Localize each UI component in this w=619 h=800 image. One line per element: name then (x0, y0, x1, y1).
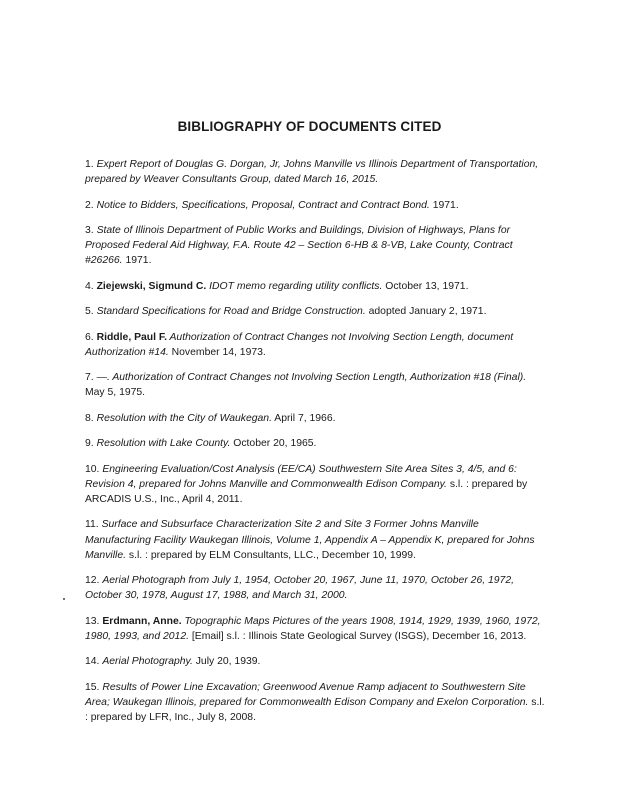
entry-details: s.l. : prepared by LFR, Inc., July 8, 2008. (85, 696, 545, 724)
entry-number: 11. (85, 519, 99, 531)
entry-title: IDOT memo regarding utility conflicts. (206, 280, 383, 292)
bibliography-entry (85, 198, 545, 213)
entry-title: Standard Specifications for Road and Bridge Construction. (96, 306, 366, 318)
bibliography-entry (85, 614, 545, 644)
entry-title: Aerial Photography. (102, 656, 193, 668)
bibliography-entry (85, 223, 545, 269)
bibliography-entry (85, 370, 545, 400)
entry-number: 1. (85, 159, 94, 170)
entry-number: 8. (85, 412, 94, 424)
entry-title: Expert Report of Douglas G. Dorgan, Jr, Johns Manville vs Illinois Department of Transportation, prepared by Weaver Consultants Group, dated March 16, 2015. (85, 159, 539, 186)
entry-title: Notice to Bidders, Specifications, Proposal, Contract and Contract Bond. (96, 199, 430, 211)
margin-mark (63, 598, 65, 600)
entry-details: 1971. (122, 255, 152, 267)
entry-number: 4. (85, 280, 94, 292)
bibliography-entry (85, 573, 545, 603)
entry-number: 13. (85, 615, 100, 627)
entry-details: July 20, 1939. (192, 656, 261, 668)
bibliography-entry (85, 436, 545, 451)
entry-number: 10. (85, 463, 100, 475)
entry-title: Surface and Subsurface Characterization Site 2 and Site 3 Former Johns Manville Manufacturing Facility Waukegan Illinois, Volume 1, Appendix A – Appendix K, prepared for Johns Manville. (85, 519, 535, 561)
entry-details: s.l. : prepared by ELM Consultants, LLC., December 10, 1999. (126, 549, 416, 561)
entry-details: April 7, 1966. (271, 412, 336, 424)
bibliography-entry (85, 411, 545, 426)
entry-number: 7. (85, 372, 94, 384)
entry-number: 2. (85, 199, 94, 211)
page-title: BIBLIOGRAPHY OF DOCUMENTS CITED (177, 119, 442, 134)
entry-details: s.l. : prepared by ARCADIS U.S., Inc., April 4, 2011. (85, 478, 528, 505)
entry-details: November 14, 1973. (168, 346, 266, 358)
bibliography-entry (85, 157, 545, 187)
entry-details: May 5, 1975. (85, 387, 146, 399)
entry-title: State of Illinois Department of Public Works and Buildings, Division of Highways, Plans for Proposed Federal Aid Highway, F.A. Route 42 – Section 6-HB & 8-VB, Lake County, Contract #26266. (85, 224, 513, 267)
entry-details: [Email] s.l. : Illinois State Geological Survey (ISGS), December 16, 2013. (189, 630, 527, 642)
entry-number: 14. (85, 656, 100, 668)
entry-author: Riddle, Paul F. (96, 331, 167, 343)
entry-number: 9. (85, 438, 94, 450)
entry-number: 6. (85, 331, 94, 343)
entry-title: Engineering Evaluation/Cost Analysis (EE/CA) Southwestern Site Area Sites 3, 4/5, and 6: Revision 4, prepared for Johns Manville and Commonwealth Edison Company. (85, 463, 517, 490)
entry-title: Resolution with Lake County. (96, 438, 231, 450)
entry-author: Erdmann, Anne. (102, 615, 182, 627)
bibliography-entry (85, 462, 545, 508)
entry-title: Results of Power Line Excavation; Greenwood Avenue Ramp adjacent to Southwestern Site Area; Waukegan Illinois, prepared for Commonwealth Edison Company and Exelon Corporation. (85, 681, 529, 708)
entry-details: 1971. (429, 199, 459, 211)
entry-title: —. Authorization of Contract Changes not Involving Section Length, Authorization #18 (Final). (96, 372, 527, 384)
bibliography-entry (85, 304, 545, 319)
entry-title: Authorization of Contract Changes not Involving Section Length, document Authorization #14. (85, 331, 514, 358)
bibliography-entry (85, 517, 545, 563)
entry-details: October 20, 1965. (230, 438, 317, 450)
bibliography-entry (85, 654, 545, 669)
entry-title: Resolution with the City of Waukegan. (96, 412, 272, 424)
bibliography-entry (85, 680, 545, 726)
bibliography-list (85, 157, 545, 736)
bibliography-entry (85, 330, 545, 360)
entry-title: Topographic Maps Pictures of the years 1908, 1914, 1929, 1939, 1960, 1972, 1980, 1993, and 2012. (85, 615, 541, 642)
bibliography-entry (85, 279, 545, 294)
entry-number: 15. (85, 681, 100, 693)
entry-title: Aerial Photograph from July 1, 1954, October 20, 1967, June 11, 1970, October 26, 1972, October 30, 1978, August 17, 1988, and March 31, 2000. (85, 575, 515, 602)
entry-number: 5. (85, 306, 94, 318)
entry-details: October 13, 1971. (382, 280, 469, 292)
entry-number: 3. (85, 224, 94, 236)
entry-author: Ziejewski, Sigmund C. (96, 280, 207, 292)
entry-details: adopted January 2, 1971. (365, 306, 487, 318)
entry-number: 12. (85, 575, 100, 587)
